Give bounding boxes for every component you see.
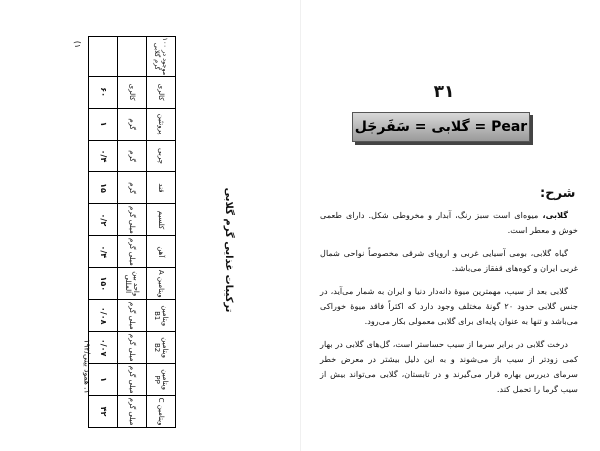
table-value-cell: ۴۲ [89,395,117,427]
table-value-cell: ۶۰ [89,76,117,108]
table-unit-cell: میلی گرم [118,235,146,267]
table-unit-cell: واحد بین المللی [118,267,146,299]
paragraph [320,208,578,238]
chapter-title: گلابی = سَفَرجَل = Pear [354,119,528,135]
book-spine [300,0,301,451]
paragraph-text: گلابی بعد از سیب، مهمترین میوهٔ دانه‌دار دنیا و ایران به شمار می‌آید، در جنس گلابی حدود ۲۰ گونهٔ مختلف وجود دارد که اکثراً فاقد میوهٔ خوراکی می‌باشد و تنها به عنوان پایه‌ای برای گلابی معمولی بکار می‌رود. [320,286,579,326]
table-nutrient-cell: ویتامین B2 [147,331,175,363]
table-unit-cell: گرم [118,171,146,203]
table-value-row [89,37,118,427]
paragraph-text: درخت گلابی در برابر سرما از سیب حساستر است، گل‌های گلابی در بهار کمی زودتر از سیب باز می‌شوند و به این دلیل بیشتر در معرض خطر سرمای دیررس بهاره قرار می‌گیرند و در تابستان، گلابی می‌تواند بیش از سیب گرما را تحمل کند. [320,339,578,394]
table-value-cell: ۱۵ [89,171,117,203]
table-value-cell: ۰/۲ [89,203,117,235]
body-text [320,208,578,405]
table-title: ترکیبات غذایی گرم گلابی [223,187,234,313]
chapter-title-box [352,112,530,142]
table-unit-cell: میلی گرم [118,395,146,427]
table-nutrient-cell: پروتئین [147,108,175,140]
footnote-number: (۱ [73,40,83,49]
paragraph [320,246,578,276]
table-value-cell: ۰/۴ [89,235,117,267]
table-nutrient-cell: قند [147,171,175,203]
table-nutrient-cell: ویتامین B1 [147,299,175,331]
table-value-cell: ۰/۰۷ [89,331,117,363]
table-nutrient-cell: ویتامین PP [147,363,175,395]
paragraph [320,284,578,329]
table-nutrient-cell: کلسیم [147,203,175,235]
chapter-number: ۳۱ [433,82,455,102]
table-value-cell: ۱۵۰ [89,267,117,299]
table-nutrient-cell: چربی [147,140,175,172]
table-unit-cell: میلی گرم [118,331,146,363]
table-corner-blank [89,37,117,76]
table-nutrient-cell: آهن [147,235,175,267]
table-value-cell: ۰/۰۸ [89,299,117,331]
table-nutrient-cell: ویتامین C [147,395,175,427]
table-unit-row [118,37,147,427]
table-unit-cell: گرم [118,108,146,140]
nutrition-table-wrapper [88,36,176,428]
table-value-cell: ۰/۴ [89,140,117,172]
table-nutrient-cell: کالری [147,76,175,108]
table-unit-cell: گرم [118,140,146,172]
paragraph [320,337,578,397]
table-unit-cell: میلی گرم [118,363,146,395]
table-corner-cell: موجود در ۱۰۰ گرم گلابی [153,37,169,76]
paragraph-text: میوه‌ای است سبز رنگ، آبدار و مخروطی شکل. دارای طعمی خوش و معطر است. [320,210,578,235]
table-unit-cell: میلی گرم [118,203,146,235]
table-unit-cell: کالری [118,76,146,108]
paragraph-lead: گلابی، [538,210,568,220]
table-value-cell: ۱ [89,108,117,140]
table-value-cell: ۱ [89,363,117,395]
paragraph-text: گیاه گلابی، بومی آسیایی غربی و اروپای شرقی مخصوصاً نواحی شمال غربی ایران و کوه‌های قفقاز می‌باشد. [320,248,578,273]
footnote: ۱. همود بینی/۱۹۲ [82,339,92,394]
table-nutrient-cell: ویتامین A [147,267,175,299]
table-unit-cell: میلی گرم [118,299,146,331]
table-header-row [147,37,175,427]
nutrition-table [88,36,176,428]
table-corner-blank [118,37,146,76]
section-heading: شرح: [540,186,576,201]
